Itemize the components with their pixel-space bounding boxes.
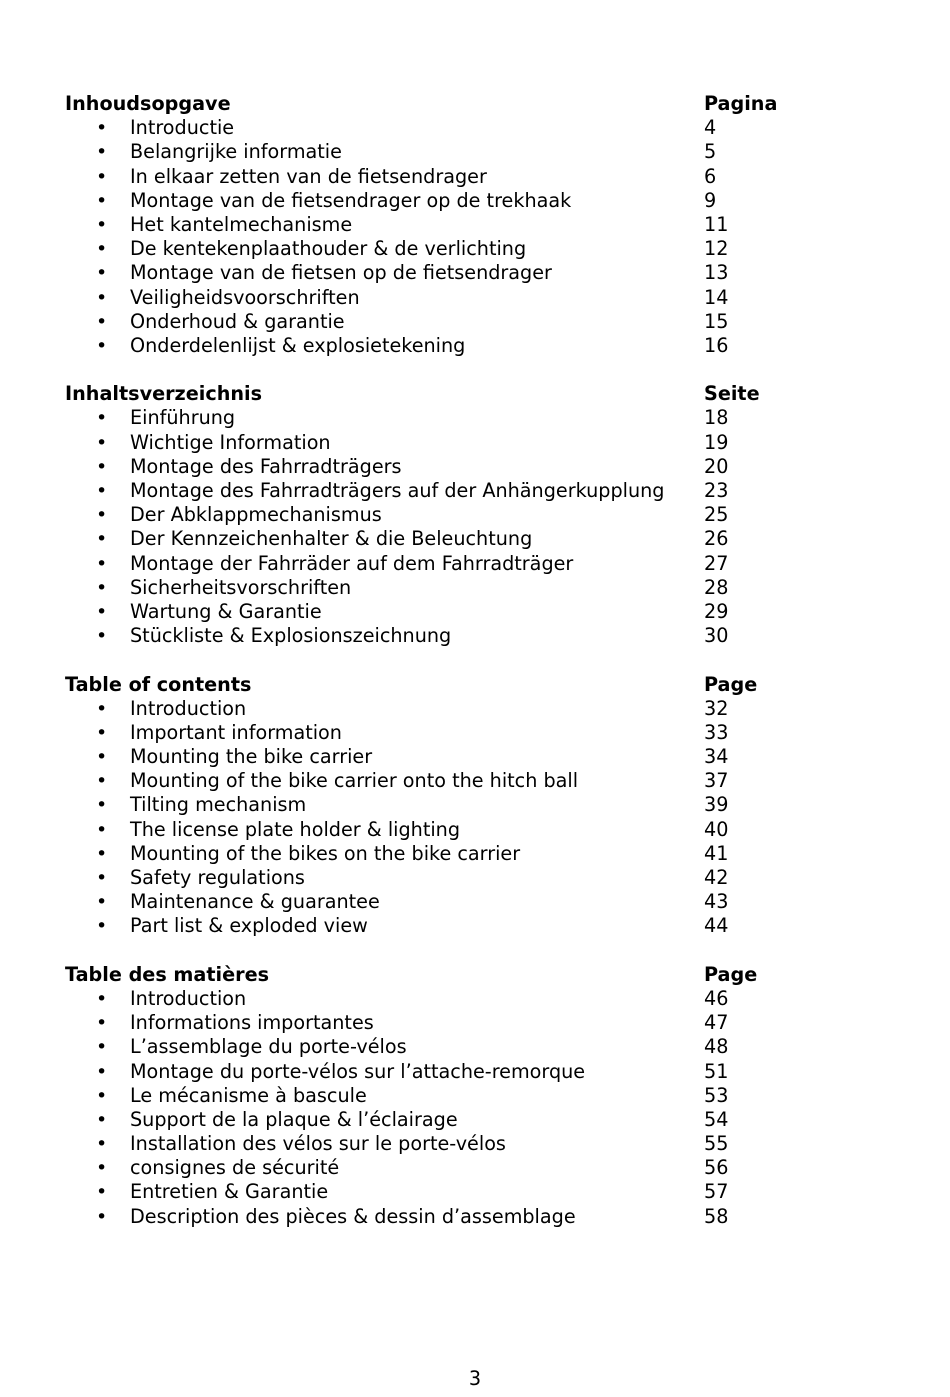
bullet-icon: • (96, 213, 108, 236)
entry-title: Der Abklappmechanismus (130, 503, 382, 527)
entry-title: consignes de sécurité (130, 1156, 340, 1180)
entry-page: 16 (704, 333, 729, 357)
bullet-icon: • (96, 455, 108, 478)
entry-title: Onderdelenlijst & explosietekening (130, 333, 466, 357)
toc-entry (65, 697, 885, 721)
bullet-icon: • (96, 1205, 108, 1228)
toc-entry (65, 334, 885, 358)
entry-page: 27 (704, 551, 729, 575)
entry-page: 28 (704, 575, 729, 599)
entry-title: In elkaar zetten van de fietsendrager (130, 164, 487, 188)
bullet-icon: • (96, 576, 108, 599)
bullet-icon: • (96, 286, 108, 309)
entry-page: 14 (704, 285, 729, 309)
entry-title: Montage du porte-vélos sur l’attache-remorque (130, 1059, 586, 1083)
bullet-icon: • (96, 818, 108, 841)
bullet-icon: • (96, 1012, 108, 1035)
entry-page: 19 (704, 430, 729, 454)
toc-entry (65, 165, 885, 189)
section-title: Inhoudsopgave (65, 92, 231, 115)
entry-title: Entretien & Garantie (130, 1180, 329, 1204)
bullet-icon: • (96, 238, 108, 261)
entry-page: 46 (704, 986, 729, 1010)
entry-page: 25 (704, 503, 729, 527)
entry-page: 53 (704, 1083, 729, 1107)
entry-title: Mounting the bike carrier (130, 745, 373, 769)
entry-title: Le mécanisme à bascule (130, 1083, 367, 1107)
section-heading (65, 673, 885, 697)
entry-page: 34 (704, 745, 729, 769)
toc-entry (65, 1132, 885, 1156)
toc-entry (65, 866, 885, 890)
entry-title: Introduction (130, 696, 247, 720)
toc-entry (65, 818, 885, 842)
bullet-icon: • (96, 310, 108, 333)
toc-entry (65, 213, 885, 237)
bullet-icon: • (96, 746, 108, 769)
entry-title: The license plate holder & lighting (130, 817, 461, 841)
bullet-icon: • (96, 1133, 108, 1156)
entry-title: Stückliste & Explosionszeichnung (130, 624, 452, 648)
entry-page: 37 (704, 769, 729, 793)
page-number: 3 (468, 1367, 482, 1390)
toc-entry (65, 1084, 885, 1108)
entry-title: Part list & exploded view (130, 914, 368, 938)
entry-title: Mounting of the bike carrier onto the hitch ball (130, 769, 579, 793)
bullet-icon: • (96, 262, 108, 285)
toc-entry (65, 1205, 885, 1229)
entry-page: 29 (704, 599, 729, 623)
entry-title: Wartung & Garantie (130, 599, 322, 623)
entry-title: L’assemblage du porte-vélos (130, 1035, 407, 1059)
entry-page: 41 (704, 841, 729, 865)
page-column-label: Page (704, 672, 758, 696)
entry-page: 26 (704, 527, 729, 551)
entry-page: 39 (704, 793, 729, 817)
entry-page: 56 (704, 1156, 729, 1180)
toc-entry (65, 286, 885, 310)
entry-page: 23 (704, 479, 729, 502)
entry-page: 18 (704, 406, 729, 430)
entry-page: 42 (704, 866, 729, 889)
bullet-icon: • (96, 987, 108, 1010)
toc-entry (65, 793, 885, 817)
bullet-icon: • (96, 915, 108, 938)
section-heading (65, 92, 885, 116)
entry-title: Montage der Fahrräder auf dem Fahrradträger (130, 551, 574, 575)
bullet-icon: • (96, 431, 108, 454)
toc-entry (65, 503, 885, 527)
section-title: Table of contents (65, 672, 252, 696)
entry-page: 5 (704, 140, 717, 164)
toc-entry (65, 890, 885, 914)
entry-title: Montage van de fietsendrager op de trekhaak (130, 188, 572, 212)
bullet-icon: • (96, 407, 108, 430)
entry-page: 4 (704, 116, 717, 140)
bullet-icon: • (96, 1157, 108, 1180)
entry-title: Introductie (130, 116, 235, 140)
entry-title: Introduction (130, 986, 247, 1010)
page-column-label: Pagina (704, 92, 778, 115)
toc-entry (65, 1060, 885, 1084)
bullet-icon: • (96, 1036, 108, 1059)
toc-section-dutch (65, 92, 885, 358)
entry-page: 13 (704, 261, 729, 285)
entry-title: Wichtige Information (130, 430, 331, 454)
entry-page: 51 (704, 1059, 729, 1083)
entry-page: 33 (704, 720, 729, 744)
entry-page: 55 (704, 1132, 729, 1156)
toc-entry (65, 1035, 885, 1059)
toc-entry (65, 987, 885, 1011)
toc-entry (65, 552, 885, 576)
entry-title: Description des pièces & dessin d’assemblage (130, 1204, 576, 1228)
toc-entry (65, 576, 885, 600)
bullet-icon: • (96, 1181, 108, 1204)
toc-entry (65, 455, 885, 479)
bullet-icon: • (96, 528, 108, 551)
entry-page: 54 (704, 1107, 729, 1131)
toc-entry (65, 721, 885, 745)
toc-entry (65, 600, 885, 624)
entry-page: 58 (704, 1204, 729, 1228)
bullet-icon: • (96, 1060, 108, 1083)
bullet-icon: • (96, 842, 108, 865)
bullet-icon: • (96, 552, 108, 575)
bullet-icon: • (96, 891, 108, 914)
entry-title: Het kantelmechanisme (130, 212, 353, 236)
entry-title: Sicherheitsvorschriften (130, 575, 352, 599)
toc-entry (65, 769, 885, 793)
bullet-icon: • (96, 770, 108, 793)
bullet-icon: • (96, 625, 108, 648)
entry-title: Installation des vélos sur le porte-vélos (130, 1132, 506, 1156)
section-heading (65, 963, 885, 987)
toc-entry (65, 237, 885, 261)
bullet-icon: • (96, 867, 108, 889)
toc-section-german (65, 382, 885, 648)
bullet-icon: • (96, 141, 108, 164)
toc-section-french (65, 963, 885, 1229)
toc-entry (65, 116, 885, 140)
section-title: Inhaltsverzeichnis (65, 382, 263, 406)
entry-title: Important information (130, 720, 342, 744)
bullet-icon: • (96, 600, 108, 623)
entry-title: Safety regulations (130, 866, 305, 889)
toc-entry (65, 406, 885, 430)
entry-title: Einführung (130, 406, 236, 430)
toc-entry (65, 261, 885, 285)
toc-entry (65, 842, 885, 866)
bullet-icon: • (96, 334, 108, 357)
toc-entry (65, 140, 885, 164)
section-heading (65, 382, 885, 406)
entry-page: 44 (704, 914, 729, 938)
table-of-contents (65, 92, 885, 1253)
entry-page: 30 (704, 624, 729, 648)
bullet-icon: • (96, 117, 108, 140)
entry-page: 48 (704, 1035, 729, 1059)
toc-entry (65, 1011, 885, 1035)
entry-title: Support de la plaque & l’éclairage (130, 1107, 458, 1131)
entry-title: Informations importantes (130, 1011, 374, 1035)
entry-title: Mounting of the bikes on the bike carrier (130, 841, 521, 865)
bullet-icon: • (96, 165, 108, 188)
entry-page: 20 (704, 454, 729, 478)
toc-entry (65, 479, 885, 503)
entry-title: De kentekenplaathouder & de verlichting (130, 237, 527, 261)
toc-entry (65, 1156, 885, 1180)
toc-entry (65, 310, 885, 334)
bullet-icon: • (96, 794, 108, 817)
bullet-icon: • (96, 480, 108, 502)
entry-page: 12 (704, 237, 729, 261)
bullet-icon: • (96, 504, 108, 527)
entry-title: Veiligheidsvoorschriften (130, 285, 360, 309)
toc-entry (65, 527, 885, 551)
bullet-icon: • (96, 189, 108, 212)
entry-title: Montage des Fahrradträgers auf der Anhängerkupplung (130, 479, 665, 502)
bullet-icon: • (96, 1084, 108, 1107)
entry-page: 40 (704, 817, 729, 841)
bullet-icon: • (96, 1108, 108, 1131)
entry-title: Montage des Fahrradträgers (130, 454, 402, 478)
entry-page: 47 (704, 1011, 729, 1035)
entry-page: 9 (704, 188, 717, 212)
page-column-label: Seite (704, 382, 760, 406)
bullet-icon: • (96, 721, 108, 744)
entry-title: Onderhoud & garantie (130, 309, 345, 333)
entry-title: Maintenance & guarantee (130, 890, 380, 914)
entry-title: Belangrijke informatie (130, 140, 342, 164)
entry-page: 6 (704, 164, 717, 188)
toc-entry (65, 624, 885, 648)
toc-entry (65, 431, 885, 455)
toc-entry (65, 1180, 885, 1204)
entry-title: Tilting mechanism (130, 793, 307, 817)
bullet-icon: • (96, 697, 108, 720)
entry-page: 11 (704, 212, 729, 236)
entry-page: 15 (704, 309, 729, 333)
toc-entry (65, 914, 885, 938)
entry-page: 32 (704, 696, 729, 720)
toc-entry (65, 189, 885, 213)
section-title: Table des matières (65, 962, 270, 986)
toc-section-english (65, 673, 885, 939)
entry-page: 43 (704, 890, 729, 914)
entry-page: 57 (704, 1180, 729, 1204)
page-column-label: Page (704, 962, 758, 986)
entry-title: Der Kennzeichenhalter & die Beleuchtung (130, 527, 533, 551)
toc-entry (65, 1108, 885, 1132)
toc-entry (65, 745, 885, 769)
entry-title: Montage van de fietsen op de fietsendrager (130, 261, 552, 285)
